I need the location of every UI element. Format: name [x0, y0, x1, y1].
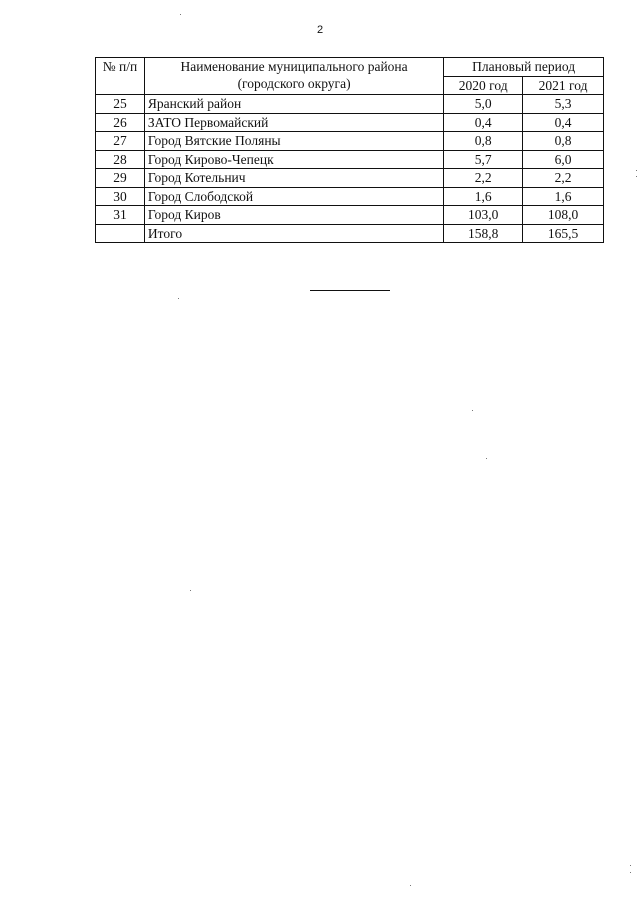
row-num: 26 — [96, 113, 145, 132]
header-name-line2: (городского округа) — [237, 76, 351, 91]
row-num: 25 — [96, 95, 145, 114]
scan-speck — [180, 14, 181, 15]
row-num: 29 — [96, 169, 145, 188]
row-num: 31 — [96, 206, 145, 225]
row-value-2020: 2,2 — [444, 169, 523, 188]
row-num: 28 — [96, 150, 145, 169]
scan-speck — [410, 885, 411, 886]
row-value-2020: 5,0 — [444, 95, 523, 114]
row-name: Город Киров — [144, 206, 443, 225]
row-value-2021: 0,4 — [523, 113, 604, 132]
header-period: Плановый период — [444, 58, 604, 77]
table-row — [96, 206, 604, 225]
table-header-row — [96, 58, 604, 77]
scan-speck — [636, 176, 637, 177]
scan-speck — [486, 458, 487, 459]
budget-table — [95, 57, 604, 243]
header-year-2021: 2021 год — [523, 76, 604, 95]
page-number: 2 — [316, 24, 324, 36]
header-year-2020: 2020 год — [444, 76, 523, 95]
row-value-2021: 1,6 — [523, 187, 604, 206]
total-num — [96, 224, 145, 243]
scan-speck — [178, 298, 179, 299]
row-value-2020: 0,4 — [444, 113, 523, 132]
table-row — [96, 187, 604, 206]
scan-speck — [630, 872, 631, 873]
scan-speck — [630, 865, 631, 866]
total-label: Итого — [144, 224, 443, 243]
row-value-2021: 108,0 — [523, 206, 604, 225]
table-total-row — [96, 224, 604, 243]
header-num: № п/п — [96, 58, 145, 95]
row-value-2021: 6,0 — [523, 150, 604, 169]
row-name: Город Кирово-Чепецк — [144, 150, 443, 169]
row-name: Город Вятские Поляны — [144, 132, 443, 151]
row-num: 30 — [96, 187, 145, 206]
row-value-2021: 2,2 — [523, 169, 604, 188]
row-value-2021: 5,3 — [523, 95, 604, 114]
header-name — [144, 58, 443, 95]
table-row — [96, 150, 604, 169]
table-row — [96, 132, 604, 151]
header-name-line1: Наименование муниципального района — [180, 59, 408, 74]
total-value-2021: 165,5 — [523, 224, 604, 243]
row-name: Яранский район — [144, 95, 443, 114]
row-value-2020: 1,6 — [444, 187, 523, 206]
row-value-2021: 0,8 — [523, 132, 604, 151]
scan-speck — [636, 170, 637, 171]
table-row — [96, 169, 604, 188]
row-name: ЗАТО Первомайский — [144, 113, 443, 132]
table-row — [96, 95, 604, 114]
row-name: Город Котельнич — [144, 169, 443, 188]
end-of-table-rule — [310, 290, 390, 291]
row-num: 27 — [96, 132, 145, 151]
scan-speck — [472, 410, 473, 411]
table-row — [96, 113, 604, 132]
row-value-2020: 0,8 — [444, 132, 523, 151]
row-name: Город Слободской — [144, 187, 443, 206]
row-value-2020: 103,0 — [444, 206, 523, 225]
total-value-2020: 158,8 — [444, 224, 523, 243]
scan-speck — [190, 590, 191, 591]
row-value-2020: 5,7 — [444, 150, 523, 169]
